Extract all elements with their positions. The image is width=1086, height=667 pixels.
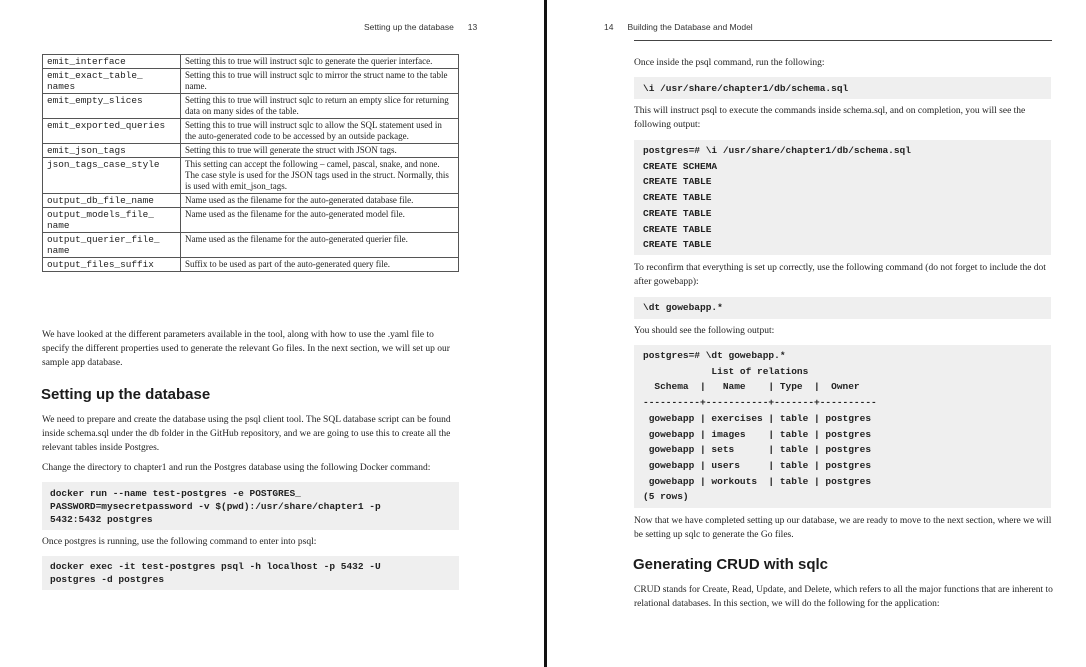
parameters-table xyxy=(42,54,459,272)
param-key: output_models_file_ name xyxy=(43,208,181,233)
param-key: emit_interface xyxy=(43,55,181,69)
param-description: Suffix to be used as part of the auto-generated query file. xyxy=(181,258,459,272)
table-row xyxy=(43,55,459,69)
paragraph-after-table: We have looked at the different parameters available in the tool, along with how to use the .yaml file to specify the different properties used to generate the relevant Go files. In the next section, we will set up our sample app database. xyxy=(42,330,450,368)
running-header-left xyxy=(364,22,477,32)
param-key: emit_exact_table_ names xyxy=(43,69,181,94)
paragraph-inside-psql: Once inside the psql command, run the following: xyxy=(634,58,825,68)
param-description: Name used as the filename for the auto-generated model file. xyxy=(181,208,459,233)
paragraph-change-dir: Change the directory to chapter1 and run the Postgres database using the following Docker command: xyxy=(42,463,431,473)
param-description: Name used as the filename for the auto-generated querier file. xyxy=(181,233,459,258)
param-description: Setting this to true will instruct sqlc to allow the SQL statement used in the auto-generated code to be accessed by an outside package. xyxy=(181,119,459,144)
paragraph-now: Now that we have completed setting up our database, we are ready to move to the next section, where we will be setting up sqlc to generate the Go files. xyxy=(634,516,1052,540)
param-description: Setting this to true will instruct sqlc to return an empty slice for returning data on many sides of the table. xyxy=(181,94,459,119)
paragraph-crud: CRUD stands for Create, Read, Update, and Delete, which refers to all the major functions that are inherent to relational databases. In this section, we will do the following for the application: xyxy=(634,585,1053,609)
param-description: Name used as the filename for the auto-generated database file. xyxy=(181,194,459,208)
param-key: output_db_file_name xyxy=(43,194,181,208)
param-key: emit_exported_queries xyxy=(43,119,181,144)
paragraph-will-instruct: This will instruct psql to execute the commands inside schema.sql, and on completion, you will see the following output: xyxy=(634,106,1026,130)
param-key: output_files_suffix xyxy=(43,258,181,272)
section-heading-database: Setting up the database xyxy=(41,386,211,403)
param-description: Setting this to true will instruct sqlc to mirror the struct name to the table name. xyxy=(181,69,459,94)
param-key: emit_empty_slices xyxy=(43,94,181,119)
code-block-docker-exec: docker exec -it test-postgres psql -h localhost -p 5432 -U postgres -d postgres xyxy=(42,556,459,590)
table-row xyxy=(43,94,459,119)
paragraph-should-see: You should see the following output: xyxy=(634,326,775,336)
code-block-relations-output: postgres=# \dt gowebapp.* List of relations Schema | Name | Type | Owner ----------+-----------+-------+---------- gowebapp | exercises | table | postgres gowebapp | images | table | postgres gowebapp | sets | table | postgres gowebapp | users | table | postgres gowebapp | workouts | table | postgres (5 rows) xyxy=(634,345,1051,508)
table-row xyxy=(43,158,459,194)
code-block-dt: \dt gowebapp.* xyxy=(634,297,1051,319)
running-title: Building the Database and Model xyxy=(627,22,753,32)
table-row xyxy=(43,208,459,233)
page-divider xyxy=(544,0,547,667)
param-description: This setting can accept the following – camel, pascal, snake, and none. The case style is used for the JSON tags used in the struct. Normally, this is used with emit_json_tags. xyxy=(181,158,459,194)
header-rule xyxy=(634,40,1052,41)
param-description: Setting this to true will instruct sqlc to generate the querier interface. xyxy=(181,55,459,69)
table-row xyxy=(43,119,459,144)
param-key: output_querier_file_ name xyxy=(43,233,181,258)
table-row xyxy=(43,144,459,158)
paragraph-reconfirm: To reconfirm that everything is set up correctly, use the following command (do not forget to include the dot after gowebapp): xyxy=(634,263,1046,287)
param-key: emit_json_tags xyxy=(43,144,181,158)
table-row xyxy=(43,194,459,208)
page-number: 14 xyxy=(604,22,614,32)
param-description: Setting this to true will generate the struct with JSON tags. xyxy=(181,144,459,158)
paragraph-intro: We need to prepare and create the database using the psql client tool. The SQL database script can be found inside schema.sql under the db folder in the GitHub repository, and we are going to use this to create all the relevant tables inside Postgres. xyxy=(42,415,451,453)
code-block-schema-output: postgres=# \i /usr/share/chapter1/db/schema.sql CREATE SCHEMA CREATE TABLE CREATE TABLE CREATE TABLE CREATE TABLE CREATE TABLE xyxy=(634,140,1051,255)
running-header-right xyxy=(604,22,753,32)
table-row xyxy=(43,233,459,258)
running-title: Setting up the database xyxy=(364,22,454,32)
table-row xyxy=(43,258,459,272)
paragraph-once-running: Once postgres is running, use the following command to enter into psql: xyxy=(42,537,317,547)
code-block-docker-run: docker run --name test-postgres -e POSTGRES_ PASSWORD=mysecretpassword -v $(pwd):/usr/share/chapter1 -p 5432:5432 postgres xyxy=(42,482,459,530)
section-heading-crud: Generating CRUD with sqlc xyxy=(633,556,829,573)
code-block-import-schema: \i /usr/share/chapter1/db/schema.sql xyxy=(634,77,1051,99)
param-key: json_tags_case_style xyxy=(43,158,181,194)
page-number: 13 xyxy=(467,22,478,32)
table-row xyxy=(43,69,459,94)
